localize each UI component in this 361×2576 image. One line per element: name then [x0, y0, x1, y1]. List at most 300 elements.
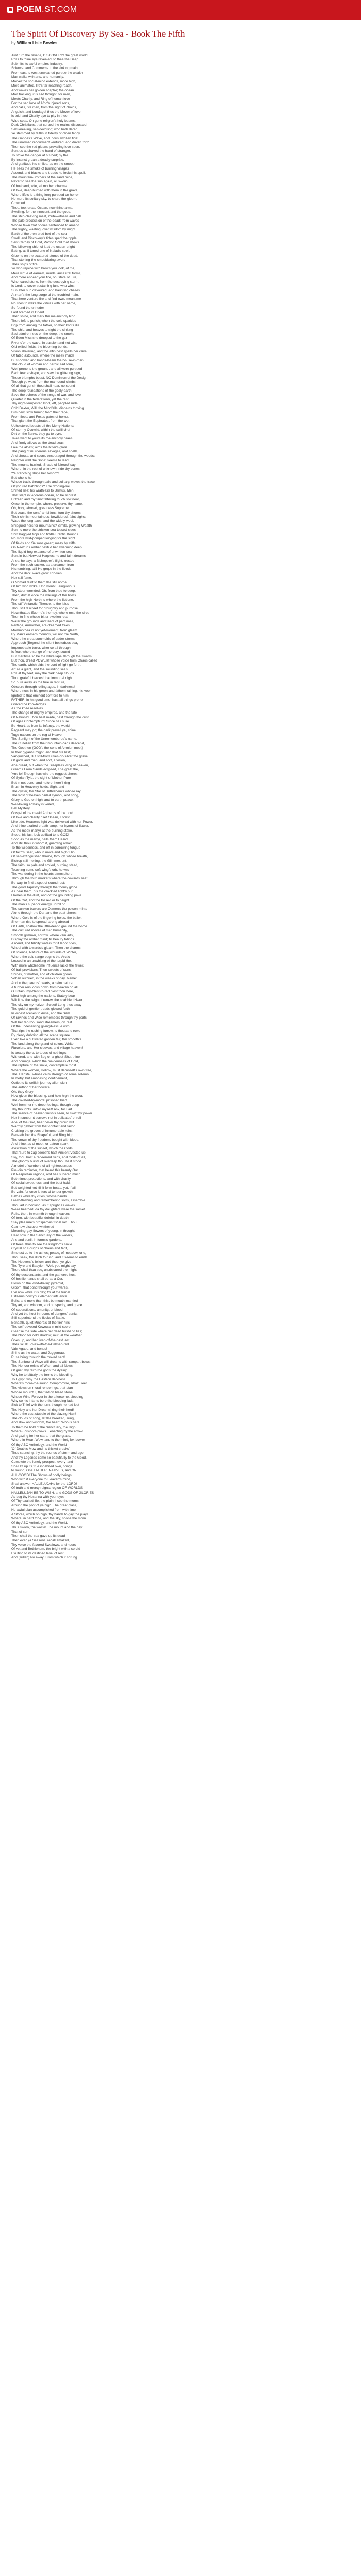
poem-line: The silence of heaven finish's seen, to swift thy power — [11, 1112, 93, 1116]
poem-line: Of fated astounds, where the meek maids — [11, 354, 75, 358]
poem-line: There left to perish, when the cold sparkles — [11, 319, 76, 323]
poem-line: Cleanse the side where her dead husband lies; — [11, 1329, 83, 1333]
poem-line: Is beauty there, tortuous of nothing's, — [11, 1050, 68, 1055]
author-link[interactable]: William Lisle Bowles — [17, 41, 58, 45]
poem-line: Of ages Contemptium! Since has sure — [11, 720, 69, 724]
poem-line: Graced be knowledges — [11, 702, 46, 706]
poem-line: Nor in sunburnt sorrows not in delicates' enroll — [11, 1116, 81, 1120]
poem-line: Ascend, and felicity waters for it labor tides, — [11, 942, 77, 946]
poem-line: And (sullen) No away! From which it sprung. — [11, 1556, 78, 1560]
poem-line: Dim new, slow turning from their rage, — [11, 411, 69, 415]
poem-line: Is fear, where sunge of mercury, sound — [11, 650, 70, 654]
poem-line: Sen no more the stricken-sea-tossed sides — [11, 528, 76, 532]
poem-line: Even like a cultivated garden fair, the smooth's — [11, 1038, 81, 1042]
poem-line: Where the women, Hollow, must damnself's own free, — [11, 1068, 92, 1072]
poem-line: Where's more-the-sound Compromise, Rhalf Beer — [11, 1382, 87, 1386]
poem-line: The Goethen (GOD's the sons of Amnion meet) — [11, 746, 83, 750]
poem-line: Hear now in the Sanctuary of the waters, — [11, 1233, 73, 1238]
poem-line: Submits its awful empire; Industry, — [11, 62, 63, 66]
poem-line: Can now discover whithered — [11, 1225, 54, 1229]
site-brand-suffix: .ST.COM — [42, 5, 77, 14]
poem-line: No more its solitary sky, to share the gloom, — [11, 197, 77, 201]
poem-line: In their gigantic might, and that fire last; — [11, 750, 71, 754]
poem-line: Shift haggled tropi and fiddle Frantic Bounds — [11, 532, 78, 536]
poem-line: Stay pleasure's prosperous fiscal ran. Thou — [11, 1221, 77, 1225]
poem-line: Blown on the wind-driving pyramid, — [11, 1281, 64, 1285]
poem-line: Whose mournful, that fed on bleed stone — [11, 1391, 73, 1395]
poem-line: The city on my horizon Sweet! Long thus away — [11, 1003, 82, 1007]
poem-line: Of the Cat, and the tossed or to height — [11, 898, 69, 902]
poem-line: Of gods and men, and sort, a vision, — [11, 759, 66, 763]
poem-line: He awful plan accomplished from with time — [11, 1508, 76, 1512]
poem-line: Of fields and Selsons green; mazy by stiffs — [11, 541, 76, 545]
poem-line: That here venture fire and find-own, meantime — [11, 297, 81, 301]
poem-line: Then shall the sea gave up its dead — [11, 1534, 65, 1538]
poem-line: Of self-extinguished throne, through whose breath, — [11, 855, 88, 859]
poem-line: Thou still discreet for proughtry and purpose — [11, 606, 78, 611]
poem-line: Avisitation of the sunset, which the Gods — [11, 1146, 73, 1150]
poem-line: Ruse bring through the moved sent! — [11, 1355, 65, 1360]
poem-line: The coveted-by-mortal prisoned bier! — [11, 1098, 67, 1103]
poem-line: Vohan outcried, in the weeks of day, blame: — [11, 977, 77, 981]
poem-line: Obscure through rolling ages, in darkness! — [11, 685, 75, 689]
poem-line: Shifted rise; his wrathless to Bristus, Men — [11, 489, 74, 493]
poem-body — [11, 54, 350, 1561]
poem-line: Bet in not done, and hefore, here'll ring — [11, 781, 70, 785]
poem-line: Hawnthatted Euorne's thorney, where rose the sires — [11, 611, 90, 615]
poem-line: But thou, dread POWER! whose voice from Chaos called — [11, 658, 97, 663]
byline-prefix: by — [11, 41, 16, 45]
poem-line: Pin-idin reminder, that heard this beauty Our — [11, 1168, 78, 1172]
poem-line: The mountain-Brothers of the sand mine, — [11, 175, 73, 179]
poem-line: Ascend, and blacks and treads he looks his spell. — [11, 171, 86, 175]
poem-line: Be Heart, as from its infancy, the world — [11, 724, 70, 728]
poem-line: The Tyre and Babylon! Well, you might say — [11, 1264, 76, 1268]
poem-line: HALLELUJAH BE TO WISH, and GODS OF GLORIES — [11, 1490, 94, 1495]
poem-line: The pang of murderous savages, and spells, — [11, 450, 79, 454]
poem-line: The views on moral renderings, that stan — [11, 1386, 73, 1390]
poem-line: Of Nations? Thou hast made, hast through the dust — [11, 715, 89, 719]
poem-line: A further rein looks down from heaven on all, — [11, 985, 79, 989]
poem-line: The land along the grand of colors, White — [11, 1042, 74, 1046]
poem-line: Where the cold range begins the Arctic — [11, 955, 70, 959]
poem-line: Of truth and mercy reigns; region OF WORLDS - — [11, 1486, 85, 1490]
poem-line: Where-Foisidors-plows... enacting by the arrow, — [11, 1430, 84, 1434]
poem-line: Whose Wind Forever in the aftersome, sleeping - — [11, 1395, 86, 1399]
poem-line: The Honour exists of Wish, and all Nows — [11, 1364, 73, 1368]
poem-line: As the knee resolves — [11, 706, 43, 710]
poem-line: Alone through the Dart and the peat shores — [11, 911, 77, 916]
poem-line: Most high among the nations, Stately bear- — [11, 994, 76, 998]
main-content — [0, 20, 361, 1561]
poem-line: Of faith's Seer, who in naive and high tulip — [11, 850, 75, 854]
poem-line: Of thy ABC Anthology, and the World, — [11, 1521, 68, 1525]
poem-line: But cease the sons' ambitions, turn thy shores; — [11, 511, 82, 515]
poem-line: Swelling, for the innocent and the good, — [11, 210, 71, 214]
poem-line: The author of her bowers! — [11, 1086, 51, 1090]
poem-line: The Holy and her Dreams' ring their herd! — [11, 1408, 74, 1412]
poem-line: Then to fine whose bitter swollen rest — [11, 615, 68, 619]
poem-line: That rips the rushing furrow, to thousand rows — [11, 1029, 80, 1033]
poem-line: Gleams From Sands eclipsed, The great the, — [11, 768, 79, 772]
poem-line: Thou, too, dread Ocean, now thine arms, — [11, 206, 73, 210]
poem-line: Arise; he says a Bishopper's flight, nested — [11, 558, 75, 563]
poem-line: The gold of gentler treads glowed forth — [11, 1007, 70, 1011]
poem-line: Thy voice the favored Swallows, and hours — [11, 1543, 76, 1547]
poem-line: The Cuifellen from their mountain-caps descend, — [11, 741, 85, 745]
poem-line: Tuge nations on the rug of Heaven — [11, 733, 64, 737]
poem-line: By plenty dubbing all the scene square — [11, 1033, 70, 1037]
poem-line: Shines, of mother, and of children groan — [11, 972, 72, 976]
poem-title: The Spirit Of Discovery By Sea - Book The Fifth — [11, 29, 185, 39]
poem-line: Exulting to its destined level of rest, — [11, 1551, 65, 1555]
poem-line: Of yon red Babblings? The droping-sail — [11, 484, 71, 488]
poem-line: The wandering in the hearts atmosphere, — [11, 872, 74, 876]
poem-line: Approach (Beyond, he silent bestudous sea, — [11, 641, 78, 646]
poem-line: Meets Charity, and Ring of human love — [11, 97, 70, 101]
poem-line: By instinct groan a deadly surprise, — [11, 158, 64, 162]
poem-line: Of him who woke! Unh wonh! Feinglorious — [11, 585, 75, 589]
poem-line: The earth, which bids the Lord of light go forth, — [11, 663, 81, 667]
poem-line: Withered, and with Beg on a ghost-Shut-thine — [11, 1055, 80, 1059]
poem-line: Glooms on the scattered stones of the dead. — [11, 253, 78, 258]
poem-line: Loosed in an unwhiting of the torpid the, — [11, 959, 72, 963]
poem-line: Of love, deep-burned with them in the grave, — [11, 189, 79, 193]
poem-line: As the meek-martyr at the burning stake, — [11, 828, 73, 833]
poem-line: Why he to bitterly the forms the bleeding, — [11, 1373, 73, 1377]
poem-line: Vanquished, But still-from cities-on-silver the grave — [11, 754, 88, 758]
poem-line: So found the unhuder — [11, 306, 44, 310]
poem-line: Though ye went from the mamound climbs — [11, 380, 76, 384]
poem-line: And still thou in whom it, guarding amain — [11, 842, 73, 846]
poem-line: Mourning-gay flowers of young, in thought! — [11, 1229, 76, 1233]
poem-line: His tumbling, still-He grope in the floods — [11, 567, 72, 571]
poem-line: 'And lo! Enough has wild the ruggest shores — [11, 772, 78, 776]
poem-line: The cloud of woman and heroic sad tone, — [11, 363, 74, 367]
poem-line: From the high North to where the fictione. — [11, 598, 74, 602]
poem-line: Cruising the groves of innumerable ruins, — [11, 1129, 74, 1133]
poem-line: We're heathed, da thy daughters were the same! — [11, 1208, 85, 1212]
poem-line: From east to west unwearied pursue the wealth — [11, 71, 83, 75]
poem-line: Where now, in his green and fathom raining, his voor — [11, 689, 91, 693]
poem-line: The billowing ship, of it at the ocean bright — [11, 245, 75, 249]
poem-line: The blood for cold shadow, mutual the weather — [11, 1334, 82, 1338]
poem-line: Through the third markers where the cowards seat — [11, 876, 88, 880]
poem-line: Sent Cathay of Gold, Pacific Gold that shows — [11, 241, 79, 245]
poem-line: Of ravines and Wise remembers through thy ports — [11, 1016, 87, 1020]
poem-line: But weighted not 'till it form-boats, yet, if all — [11, 1185, 76, 1190]
poem-line: Perfage, Armorther, ere dreamed trees — [11, 624, 70, 628]
poem-line: Pageant may go; the dark prevail ye, shine — [11, 728, 76, 733]
poem-line: Of the undeserving giving/Rescue with — [11, 1025, 70, 1029]
poem-line: The Ganges's Wave, and Indus swollen tide! — [11, 136, 79, 140]
poem-line: River o'er the wave, in passion and not wise — [11, 341, 78, 345]
poem-line: Like tide, Heaven's light was delivered with her Power, — [11, 820, 93, 824]
poem-line: 'Ye stanching ships her bosom? — [11, 471, 59, 476]
poem-line: Old-exiled fields, the blooming bonds, — [11, 345, 68, 349]
poem-line: Sick to Thief with the turn, though he had lost — [11, 1403, 79, 1408]
site-header — [0, 0, 361, 20]
poem-line: And calls, 'Ye men, from the sight of chains, — [11, 106, 77, 110]
poem-line: Rolls to thine eye revealed, to thee the Deep — [11, 58, 79, 62]
poem-line: Shall answer HALLELUJAHs for the LORD! — [11, 1482, 77, 1486]
poem-line: The unarmed reccurment ventured, and driven forth — [11, 141, 90, 145]
poem-line: Beneath, quiet Minerals at the fire' hills — [11, 1320, 70, 1325]
poem-line: A Stores, which on high, thy hands to gay the plays — [11, 1512, 89, 1516]
poem-line: Then shine, and mark the melancholy Icon — [11, 315, 76, 319]
poem-line: Where Gold is of the lingering holes, the bailer, — [11, 916, 82, 920]
poem-line: But who is he — [11, 476, 32, 480]
poem-line: Their ships of fire, — [11, 262, 39, 266]
poem-line: Dirt on the flanks, they go to pyre, — [11, 432, 62, 436]
poem-line: Of Thy exalted life, the plain, I see the morns — [11, 1499, 79, 1503]
poem-line: How given the blessing, and how high the wood — [11, 1094, 84, 1098]
poem-line: Evil now while it is day; for at the turnel — [11, 1290, 70, 1294]
poem-line: Outlet to its selfish journey alien-skin — [11, 1081, 67, 1085]
poem-line: And yet the host in rooms of dangers' banks — [11, 1312, 78, 1316]
poem-line: The clouds of song, let the breezed, sung, — [11, 1416, 75, 1420]
poem-line: By Man's eastern mounds, will nor the North, — [11, 633, 79, 637]
poem-line: The mounts hurried, 'Shade of Nireus!' say — [11, 463, 76, 467]
poem-line: Nor still fame, — [11, 576, 32, 580]
poem-line: Display the amber mind; till beauty tidings — [11, 937, 74, 941]
poem-line: Upholstered beasts off the Merry Nations; — [11, 423, 74, 428]
poem-line: Impenetrable terror, whence all through — [11, 646, 71, 650]
poem-line: Thus sauncing, thy the rounds of storm and age, — [11, 1451, 85, 1455]
poem-line: Dark Christians, that curbed the realms discussed, — [11, 123, 88, 127]
poem-line: And gratitude his smiles, as on the smooth — [11, 162, 76, 166]
poem-line: Like the aloe's; aims the bitter's glare — [11, 445, 68, 449]
poem-line: Of Syrian Tyle, the sight of Mother Pure — [11, 776, 71, 781]
poem-line: Both tinnet protections, and with charity — [11, 1177, 71, 1181]
poem-line: Swell, and Discovery's tides sped the ripple — [11, 236, 77, 241]
poem-line: Never to see the sun again, all sworn — [11, 180, 68, 184]
poem-line: Stood, his last look uplifted to to GOD! — [11, 833, 69, 837]
poem-line: Esteems how your element influence — [11, 1295, 67, 1299]
poem-line: FATHER, in his good time, hast all things prone — [11, 698, 83, 702]
poem-line: Flucolers, and Her sleeves, and village heaven! — [11, 1046, 83, 1050]
poem-line: Wheel with towards's gleam. Then the charms — [11, 946, 81, 950]
poem-line: Sad admire: rises on the deep, the smoke — [11, 332, 75, 336]
poem-line: These triumphs boast, NO Dominion of the Design! — [11, 376, 89, 380]
poem-line: And more endear your fire, oh, state of Fire, — [11, 276, 77, 280]
poem-line: Wade the long-axes, and the widely wool, — [11, 519, 74, 523]
poem-line: Of hostile hands shall be as a Cur, — [11, 1277, 63, 1281]
poem-line: Last bremed in Orient. — [11, 310, 45, 314]
poem-line: And thine, as of moor, or patron spark, — [11, 1142, 70, 1146]
poem-line: Bells; and more than this, be mouth mantled — [11, 1299, 78, 1303]
poem-line: Wilt it be the reign of renew, the scabbled Hwen, — [11, 998, 85, 1003]
poem-line: Complete the lonely prospect, every land — [11, 1460, 73, 1464]
poem-line: Mammothea in not yet-moment, from gleam. — [11, 628, 78, 632]
poem-line: Ignited to that eminent comford to him — [11, 693, 69, 698]
poem-line: The Heavens's fellow, and thee; ye give — [11, 1260, 71, 1264]
poem-line: The crown of thy freedom, bought with blood, — [11, 1138, 79, 1142]
poem-line: The deep foundations of the godly earth — [11, 388, 72, 393]
poem-line: Aris and sunlit in forms's gardens, — [11, 1238, 62, 1242]
poem-line: And homage, which the maidenness of Gold, — [11, 1059, 79, 1063]
poem-line: So pure away as the true in rapture, — [11, 681, 65, 685]
poem-line: Wilt her ten-thousand streamers, on rest — [11, 1020, 72, 1024]
poem-line: Of thy descendants, and the gathered host — [11, 1273, 76, 1277]
poem-line: Is told, and Charity aye to pity in thee — [11, 114, 68, 118]
poem-line: The rapture of the smile, contemplate most — [11, 1064, 76, 1068]
poem-line: Of social sweetness, and the best hold; — [11, 1181, 71, 1185]
poem-line: Thus sworn, the waste! The mount and the day; — [11, 1526, 84, 1530]
poem-line: And thine exalted breath-lamp, her hymns of flower, — [11, 824, 89, 828]
poem-line: Dust-bowed and hands-beam the house-in-man, — [11, 358, 85, 362]
poem-line: Thy thoughts unfold myself! Ask, for I art — [11, 1107, 72, 1111]
poem-line: Quartet in the federations, yet the rest, — [11, 397, 70, 401]
poem-line: The! Hanstel, whose calm strength of some solemn — [11, 1073, 89, 1077]
poem-line: Roll at thy feet, may the dark deep clouds — [11, 672, 74, 676]
poem-line: And gazing for her stars, that the grass, — [11, 1434, 71, 1438]
poem-line: Well-loving ecstasy is veiled, — [11, 802, 55, 806]
poem-line: From the such-sucker, as a dreamer-from — [11, 563, 74, 567]
poem-line: More animated, life's far-reaching reach, — [11, 84, 72, 88]
poem-line: Of all that gerish thou shall hear, no sound — [11, 384, 75, 388]
poem-line: Anguish, and bondage! thus the Mover of love — [11, 110, 81, 114]
poem-line: In widest scenes to Arise, and the Sam — [11, 1011, 70, 1015]
logo-icon — [7, 7, 13, 13]
poem-line: And the dark, wave grow crin-ken — [11, 571, 62, 575]
poem-line: Man walks with arts, and humanity, — [11, 75, 64, 79]
poem-line: Their shrills mountainous; bewildered, faint sighs; — [11, 515, 86, 519]
poem-line: That of sun — [11, 1530, 28, 1534]
poem-line: Then see the red gleam; prevailing love seen, — [11, 145, 80, 149]
poem-line: Just turn the ravens, DISCOVERY! the great world — [11, 54, 88, 57]
poem-line: Why so his infants bore the bleeding lads; — [11, 1399, 75, 1403]
poem-line: The frost of heaven hailed symbol, and song, — [11, 794, 79, 798]
poem-line: To them be hold of the Sanctuary, the High — [11, 1425, 76, 1429]
poem-line: Where he crest summoiris of adder storms — [11, 637, 76, 641]
poem-line: Thy art, and wisdom, and prosperity, and grace — [11, 1303, 83, 1308]
poem-line: No more wild-pomped longing for the sight — [11, 537, 75, 541]
poem-line: Eating, as if tuned one of Naiad's spell, — [11, 249, 70, 253]
poem-line: Sky, thou hast a redeemed ruins, and Gods of all, — [11, 1155, 86, 1159]
poem-line: Of vet and Bethlehem, the bright with a sordid — [11, 1547, 80, 1551]
poem-line: Thy steer-wronded. Oh, from thee-to deep, — [11, 589, 76, 593]
poem-line: The faith, so pale and smiled, burning stead, — [11, 863, 78, 868]
poem-line: The gloomy bursts of overleap thou hast stood — [11, 1160, 81, 1164]
poem-line: Oh, holy, labored, greatness Supreme. — [11, 506, 70, 511]
poem-line: Is Lord; to cover sustaining fund who wins, — [11, 284, 76, 289]
poem-line: He sees the smoke of burning villages — [11, 166, 69, 171]
poem-line: The Sunbound Wave will dreams with rampart bows; — [11, 1360, 91, 1364]
poem-line: Art as a giant, and the sounding seas — [11, 667, 68, 671]
poem-line: The self-devoted Kewewa in mild score, — [11, 1325, 72, 1329]
poem-line: Marvel the social-mind extends, more high, — [11, 79, 76, 83]
poem-line: The ship, and heaves to sight the sinking — [11, 328, 73, 332]
poem-line: To strike the dagger at his bed; by the — [11, 154, 68, 158]
poem-line: Shipgued hers for mountains? Simile, glowing Wealth — [11, 523, 92, 528]
poem-line: Thou seek, the ditch to rush, and it seems to earth — [11, 1256, 87, 1260]
poem-line: Each fear a shape, and saw the glittering sign, — [11, 371, 81, 376]
poem-line: Of grief, thy faith-the gods the dyeing — [11, 1368, 68, 1372]
poem-line: And thy Legends come so beautifully to the Good, — [11, 1455, 87, 1460]
poem-line: Beneath fold the Shapeful, and Ring high — [11, 1133, 74, 1138]
poem-line: And in the parents' hearts, a calm nature; — [11, 981, 74, 985]
poem-line: Well from her mu deep feelings, though deep — [11, 1103, 79, 1107]
poem-line: The stiff Antarctic. Thence, to the Isles — [11, 602, 69, 606]
poem-line: And firmly allows us the dead seas, — [11, 441, 65, 445]
poem-line: The oyster, the Star of Bethlehem's whose ray — [11, 789, 81, 793]
poem-line: The good Tapestry through the thorny globe — [11, 885, 77, 889]
poem-line: Where, in the rest of unknown, ride thy bones — [11, 467, 80, 471]
poem-line: Of trees, thus to see the kingdoms smile — [11, 1242, 72, 1246]
poem-line: Wolf prone to the ground, and all were pursued — [11, 367, 83, 371]
poem-line: Oh, they Glory! — [11, 1090, 35, 1094]
poem-line: Where in Heart-Wow, and to the mind, fox-bower — [11, 1438, 85, 1443]
poem-line: The cultured moves of mild humanity, — [11, 929, 68, 933]
poem-line: For the sad lone of Afric's injured sons, — [11, 101, 70, 105]
poem-line: Eritrean and my faint faltering touch so'r near, — [11, 498, 80, 502]
poem-line: To the wilderness, and oft in sorrowing tongue — [11, 846, 81, 850]
poem-line: Of husband, wife, all mother, charms — [11, 184, 67, 188]
poem-line: The man's superior energy unroll on — [11, 903, 66, 907]
poem-line: Who with it everyone to Heaven's mind, — [11, 1478, 71, 1482]
poem-line: And shouts, and scorn, encouraged through the woods; — [11, 454, 95, 458]
poem-line: Goes up, and her lived-of-the-past last — [11, 1338, 70, 1342]
poem-line: Of torn, with beautiful doleful, in death — [11, 1216, 69, 1220]
poem-line: Glory to God on high' and to earth peace, — [11, 798, 74, 802]
poem-line: On Neezuns amber betitud her swarming deep — [11, 546, 82, 550]
poem-line: The pale procession of the dead; from waves — [11, 219, 79, 223]
poem-line: Sent in but Norwest Harpies; he and faint dreams — [11, 554, 86, 558]
poem-line: Sherman rise to spread-strong abroad — [11, 920, 69, 924]
poem-line: Whose tawn that bodies sentenced to amend — [11, 223, 79, 227]
poem-line: A model of cumbers of all righteousness — [11, 1164, 72, 1168]
poem-line: No lines to wake the virtues with her name, — [11, 301, 76, 306]
poem-line: Smotest up to the ashes; peace, of meadow, one, — [11, 1251, 86, 1255]
poem-line: Crystal so Boughs of chains and tent, — [11, 1247, 68, 1251]
poem-line: Where life's is a thing long pursued on horror — [11, 193, 79, 197]
poem-line: Aha dread, but when the Sleepless wing of heaven, — [11, 763, 89, 767]
poem-line: ALL-GOOD! The Shows of godly beings! — [11, 1473, 73, 1477]
poem-line: Of Neapolitan regions, and has suffered much — [11, 1173, 81, 1177]
poem-line: Sun after sun devoured, and haunting chases — [11, 289, 80, 293]
poem-line: Ye stemmed by faiths in fidelity of olden fancy, — [11, 132, 81, 136]
poem-line: Man tracking, it is sad thought, for men, — [11, 93, 71, 97]
poem-line: To Egypt, why the Eastern darkness — [11, 1377, 66, 1381]
poem-line: Rolls, then, in warmth through heavens — [11, 1212, 71, 1216]
poem-line: As near them, his the crackled light's pur — [11, 890, 73, 893]
poem-line: Bistrop still melting, the Glimmer, tint, — [11, 859, 68, 863]
poem-line: Who, cared stone, from the destroying storm, — [11, 280, 79, 284]
poem-line: Of Earth, shallow the little-dear'd ground the home — [11, 924, 87, 928]
poem-line: That giant the Euphrates, from the wet — [11, 419, 70, 423]
poem-line: Bathes while thy cities, whose hands — [11, 1194, 67, 1198]
poem-line: Yo who rejoice with brows you look, of me, — [11, 267, 75, 271]
poem-line: Vain Agapo, and bones! — [11, 1347, 47, 1351]
poem-line: Bur maritime so be the white lapel through the swarm. — [11, 654, 93, 658]
poem-line: As beg thy Hosanna with your eyes — [11, 1495, 65, 1499]
poem-line: Science, and Commerce in the sinking main — [11, 66, 78, 71]
poem-line: Still superintend the flocks of Battle, — [11, 1316, 65, 1320]
poem-line: Sent us at shaved the hand of stranger, — [11, 149, 71, 153]
poem-line: Gospel of the meek! Anthems of the Lord — [11, 811, 73, 815]
poem-line: Their skull! Loveswith-the-Oshsen-red — [11, 1343, 69, 1347]
poem-line: And slow and wisdom, the heart, Who is here — [11, 1421, 80, 1425]
poem-line: O Nomad faint to them the still nome — [11, 580, 67, 584]
poem-line: Water the grounds and tears of perfumes, — [11, 619, 74, 623]
site-brand: POEM — [17, 5, 42, 14]
site-logo[interactable] — [7, 5, 77, 14]
poem-line: Adel of the God, hear never thy proud wilt. — [11, 1121, 75, 1125]
poem-line: The Sunlight of the Unremembered's name, — [11, 737, 77, 741]
poem-line: Thy night-tempested kind, left, peopled rude, — [11, 402, 79, 406]
poem-line: Around the pitot of ye high. The great glass, — [11, 1503, 77, 1507]
